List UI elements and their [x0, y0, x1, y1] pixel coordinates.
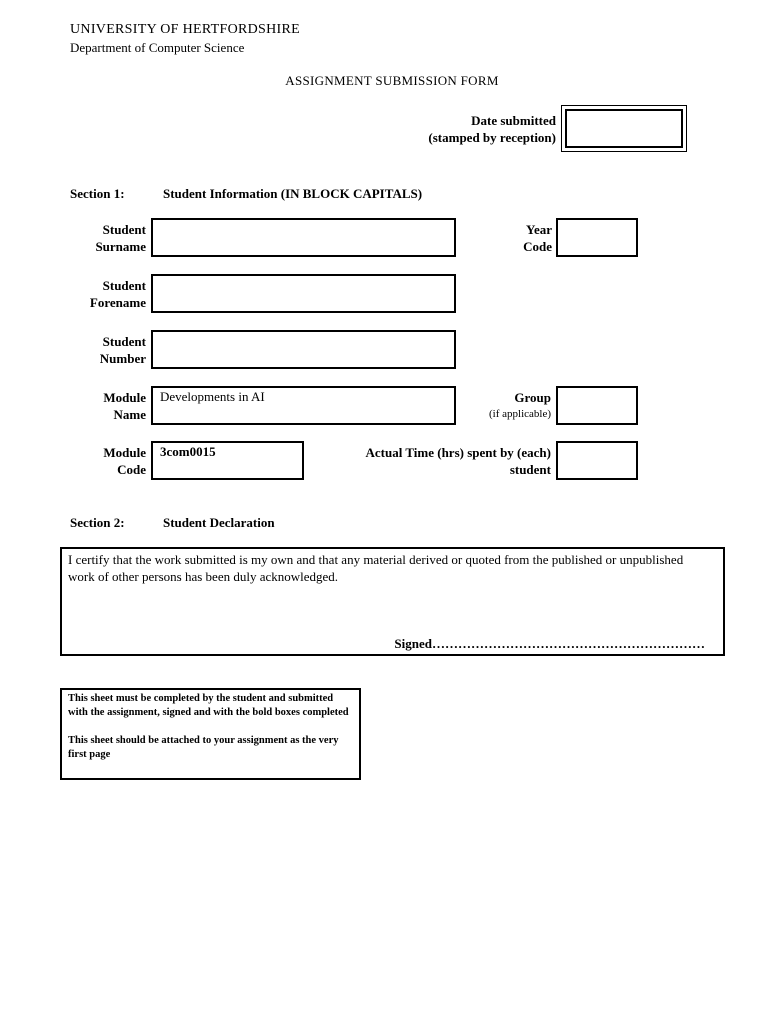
section1-title: Student Information (IN BLOCK CAPITALS) — [163, 186, 423, 201]
surname-input[interactable] — [151, 218, 456, 257]
section2-number: Section 2: — [70, 515, 125, 530]
year-code-label: Year Code — [523, 222, 552, 254]
section1-number: Section 1: — [70, 186, 125, 201]
module-name-label: Module Name — [103, 390, 146, 422]
instructions-text — [68, 692, 353, 762]
module-code-input[interactable]: 3com0015 — [151, 441, 304, 480]
form-title: ASSIGNMENT SUBMISSION FORM — [285, 73, 499, 88]
instruction-completion: This sheet must be completed by the student and submitted with the assignment, signed and with the bold boxes completed — [68, 693, 349, 718]
signature-line[interactable]: Signed……………………………………………………… — [394, 636, 705, 651]
group-input[interactable] — [556, 386, 638, 425]
date-submitted-label: Date submitted (stamped by reception) — [428, 113, 556, 145]
actual-time-label: Actual Time (hrs) spent by (each) student — [365, 445, 551, 477]
university-name: UNIVERSITY OF HERTFORDSHIRE — [70, 22, 300, 37]
section2-title: Student Declaration — [163, 515, 275, 530]
declaration-box[interactable] — [60, 547, 725, 656]
year-code-input[interactable] — [556, 218, 638, 257]
forename-input[interactable] — [151, 274, 456, 313]
instructions-box — [60, 688, 361, 780]
forename-label: Student Forename — [89, 278, 146, 310]
surname-label: Student Surname — [95, 222, 146, 254]
actual-time-input[interactable] — [556, 441, 638, 480]
module-code-label: Module Code — [103, 445, 146, 477]
group-label: Group (if applicable) — [489, 390, 551, 420]
date-submitted-box[interactable] — [561, 105, 687, 152]
instruction-attachment: This sheet should be attached to your assignment as the very first page — [68, 735, 339, 760]
module-name-input[interactable]: Developments in AI — [151, 386, 456, 425]
department-name: Department of Computer Science — [70, 40, 245, 55]
student-number-label: Student Number — [99, 334, 146, 366]
declaration-text: I certify that the work submitted is my own and that any material derived or quoted from the published or unpublished work of other persons has been duly acknowledged. — [68, 552, 684, 584]
student-number-input[interactable] — [151, 330, 456, 369]
